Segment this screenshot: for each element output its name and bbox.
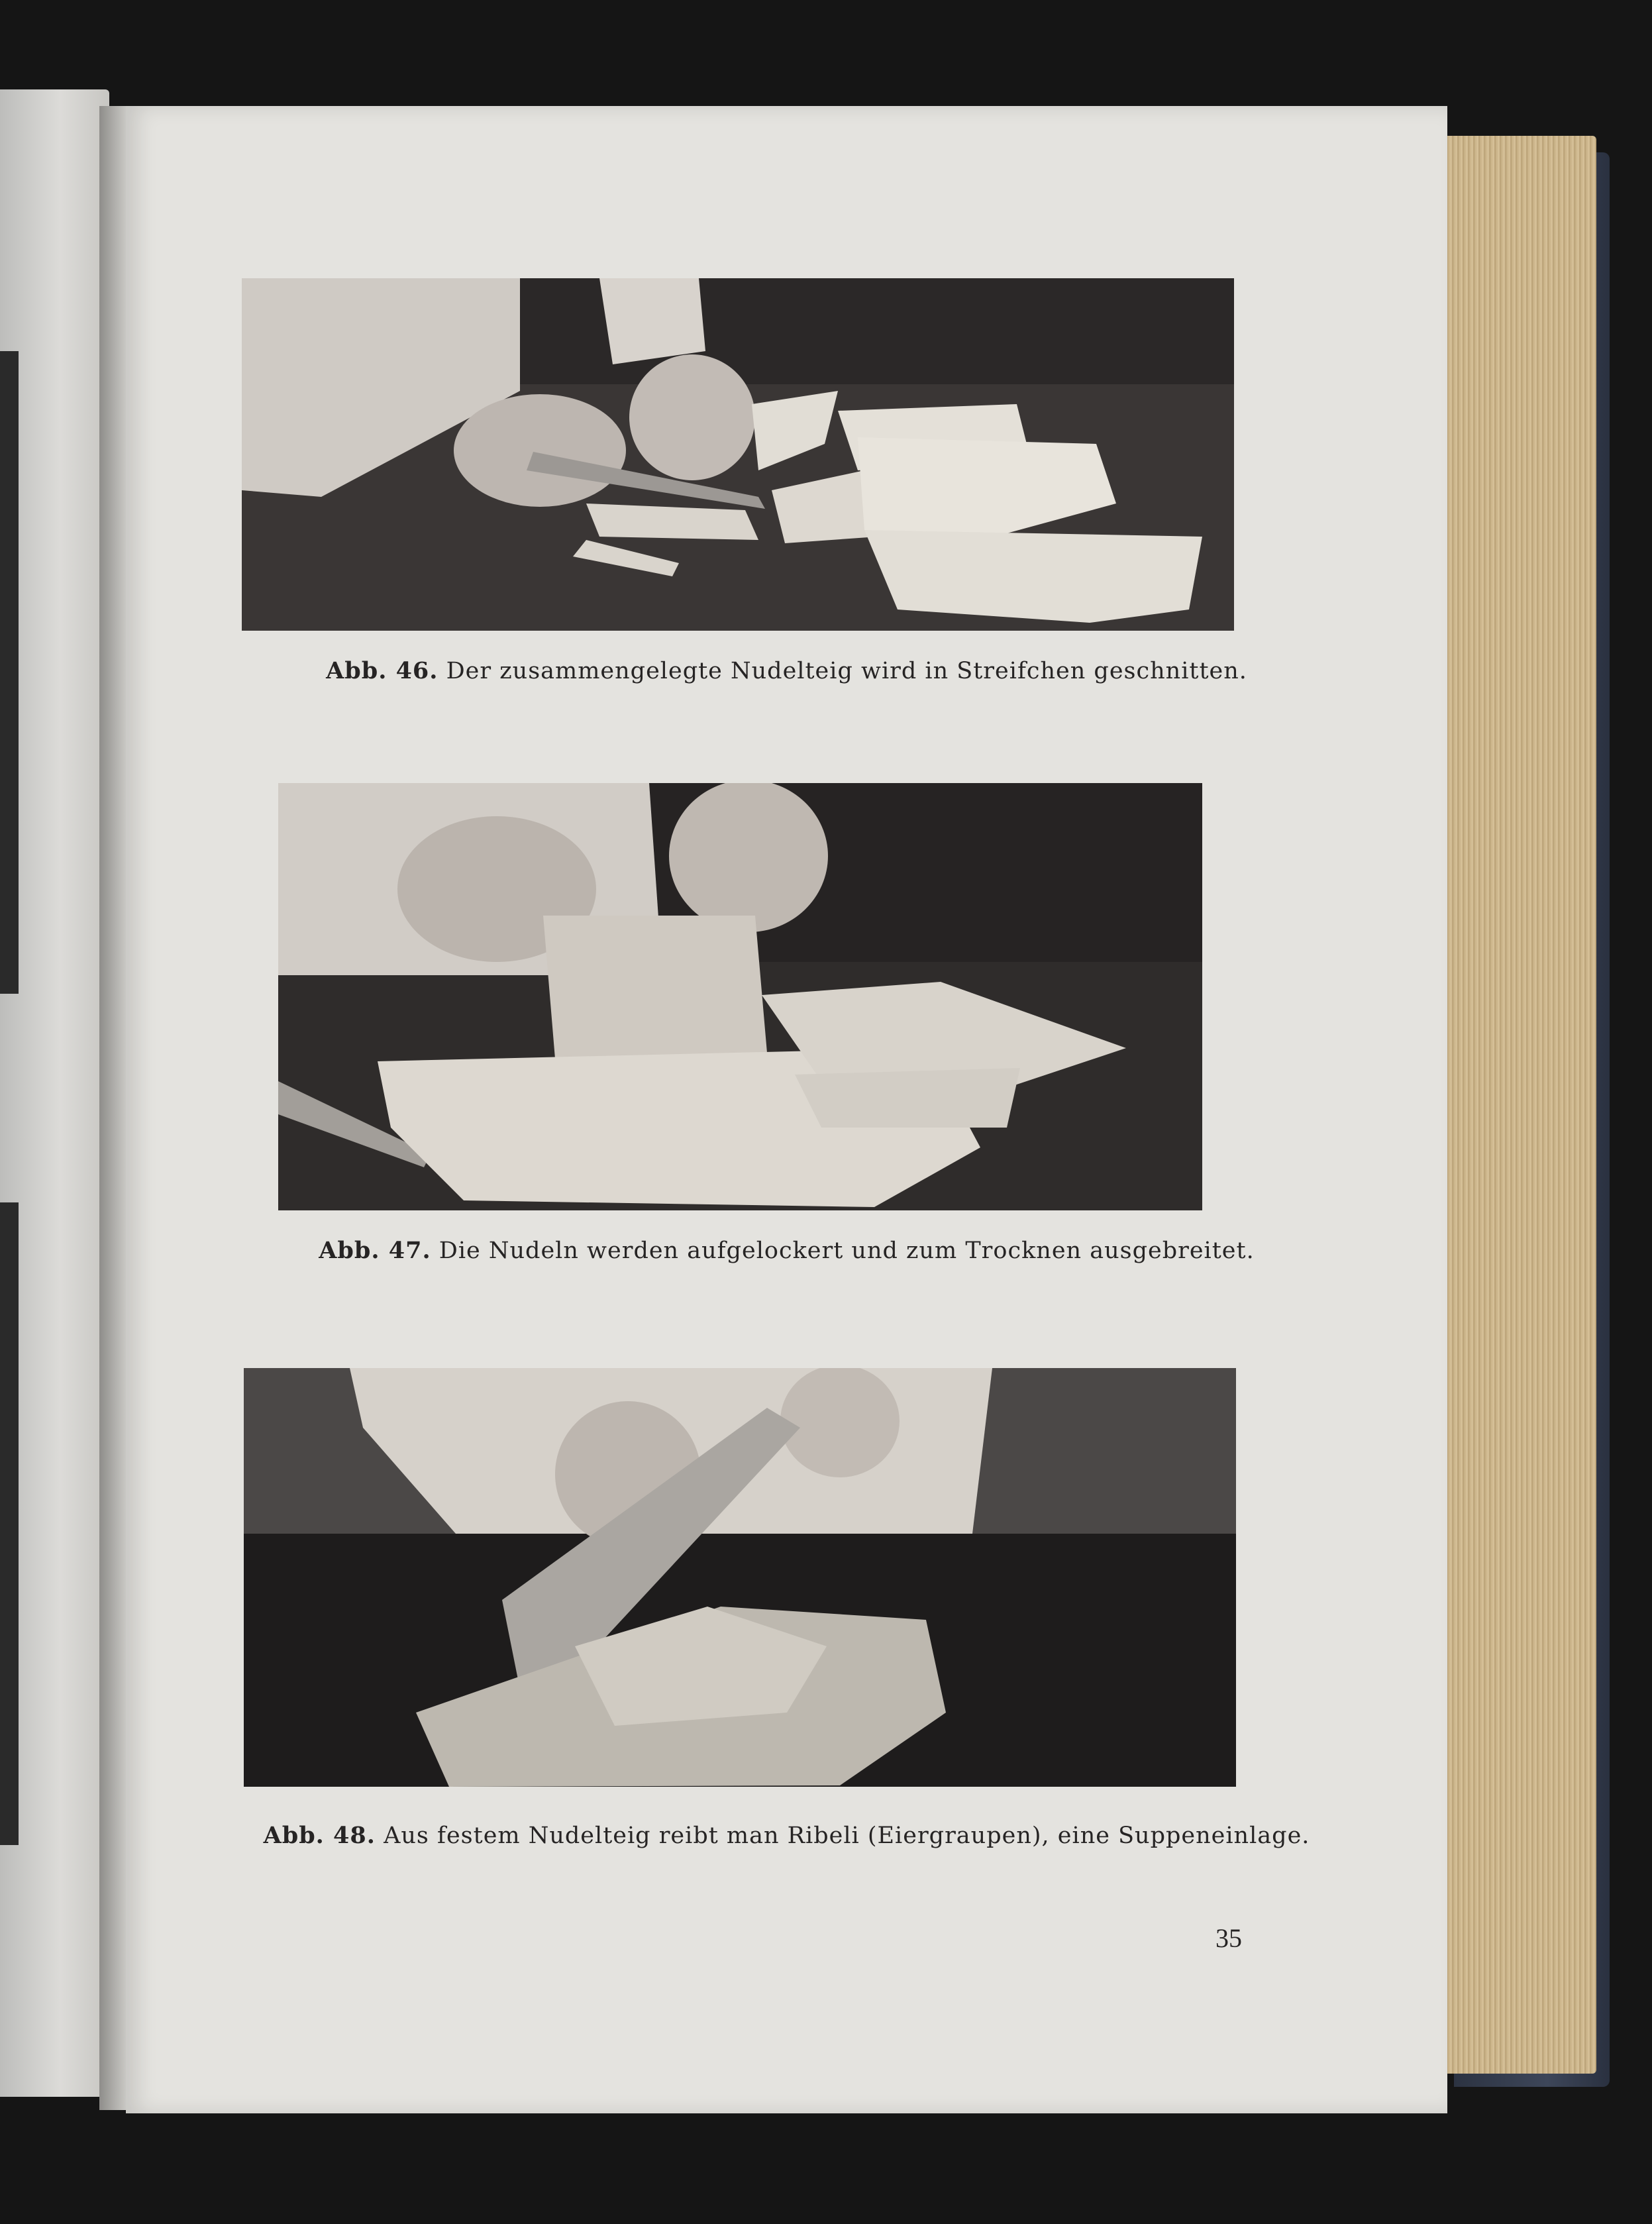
figure-46-label: Abb. 46. [326,657,439,684]
page-number: 35 [1215,1923,1242,1953]
page-block-edge [1444,136,1596,2074]
figure-48-photo [244,1368,1236,1787]
figure-46-text: Der zusammengelegte Nudelteig wird in Streifchen geschnitten. [446,658,1247,684]
previous-page-edge [0,89,109,2097]
figure-47-photo [278,783,1202,1210]
figure-47-caption [126,1237,1447,1264]
figure-47-text: Die Nudeln werden aufgelockert und zum Trocknen ausgebreitet. [439,1238,1255,1264]
figure-48-caption [126,1822,1447,1849]
figure-48-text: Aus festem Nudelteig reibt man Ribeli (Eiergraupen), eine Suppeneinlage. [384,1823,1310,1849]
figure-46-caption [126,657,1447,684]
book-page [126,106,1447,2113]
previous-page-photo [0,1202,19,1845]
previous-page-photo [0,351,19,994]
figure-46-photo [242,278,1234,631]
figure-48-label: Abb. 48. [263,1822,376,1849]
figure-47-label: Abb. 47. [319,1237,431,1264]
